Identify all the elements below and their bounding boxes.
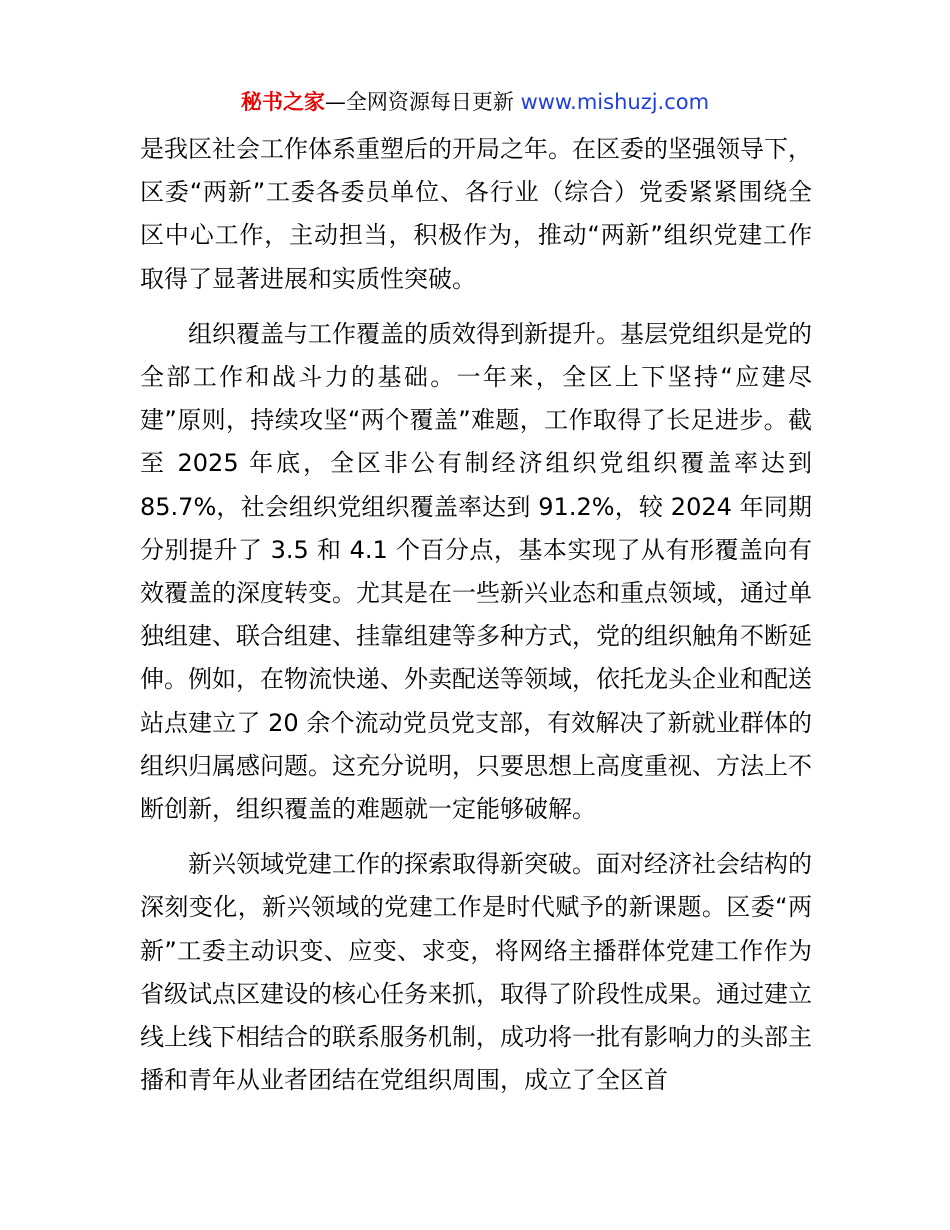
paragraph-continuation: 是我区社会工作体系重塑后的开局之年。在区委的坚强领导下，区委“两新”工委各委员单位、各行业（综合）党委紧紧围绕全区中心工作，主动担当，积极作为，推动“两新”组织党建工作取得了显著进展和实质性突破。	[140, 135, 812, 293]
site-header	[0, 86, 950, 118]
document-body	[140, 128, 812, 1102]
paragraph-new-fields: 新兴领域党建工作的探索取得新突破。面对经济社会结构的深刻变化，新兴领域的党建工作是时代赋予的新课题。区委“两新”工委主动识变、应变、求变，将网络主播群体党建工作作为省级试点区建设的核心任务来抓，取得了阶段性成果。通过建立线上线下相结合的联系服务机制，成功将一批有影响力的头部主播和青年从业者团结在党组织周围，成立了全区首	[140, 850, 812, 1095]
brand-name: 秘书之家	[240, 90, 325, 114]
site-url-link[interactable]: www.mishuzj.com	[520, 90, 710, 114]
paragraph-coverage: 组织覆盖与工作覆盖的质效得到新提升。基层党组织是党的全部工作和战斗力的基础。一年来，全区上下坚持“应建尽建”原则，持续攻坚“两个覆盖”难题，工作取得了长足进步。截至 2025 年底，全区非公有制经济组织党组织覆盖率达到 85.7%，社会组织党组织覆盖率达到 91.2%，较 2024 年同期分别提升了 3.5 和 4.1 个百分点，基本实现了从有形覆盖向有效覆盖的深度转变。尤其是在一些新兴业态和重点领域，通过单独组建、联合组建、挂靠组建等多种方式，党的组织触角不断延伸。例如，在物流快递、外卖配送等领域，依托龙头企业和配送站点建立了 20 余个流动党员党支部，有效解决了新就业群体的组织归属感问题。这充分说明，只要思想上高度重视、方法上不断创新，组织覆盖的难题就一定能够破解。	[140, 319, 812, 824]
header-tagline: —全网资源每日更新	[324, 90, 514, 114]
